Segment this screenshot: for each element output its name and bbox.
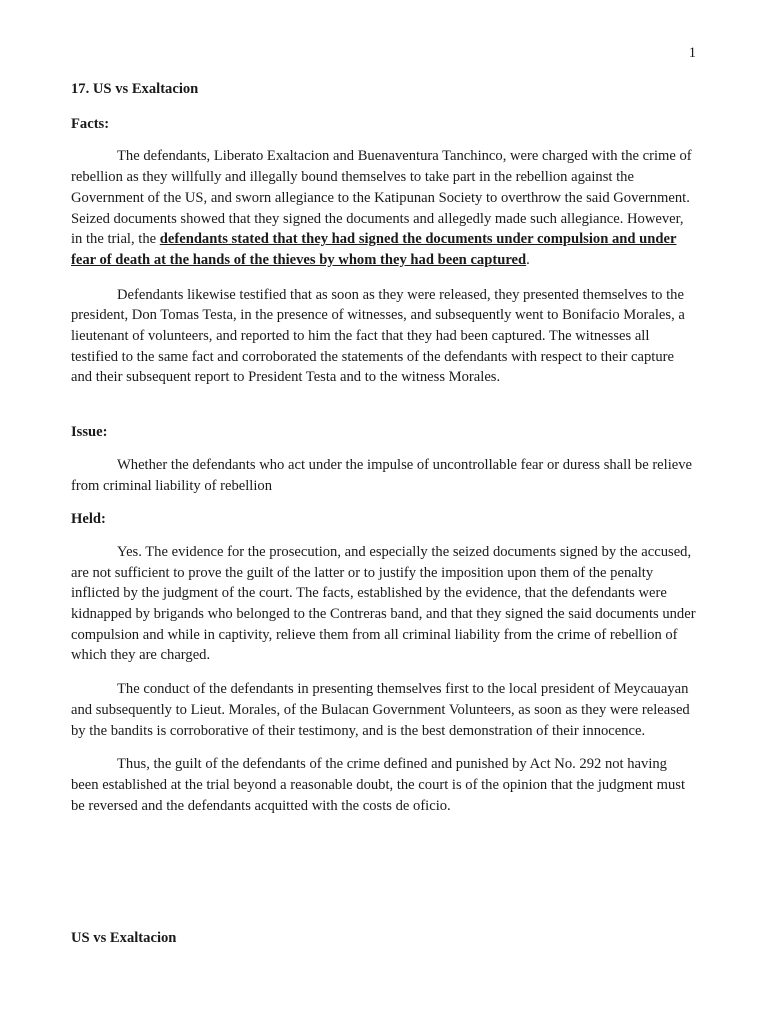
case-title: 17. US vs Exaltacion <box>71 81 199 97</box>
facts-text: The defendants, Liberato Exaltacion and Buenaventura Tanchinco, were charged with the crime of rebellion as they willfully and illegally bound themselves to take part in the rebellion against the Government of the US, and sworn allegiance to the Katipunan Society to overthrow the said Government. Seized documents showed that they signed the documents and allegedly made such allegiance. However, in the trial, the <box>71 148 692 248</box>
facts-emphasis: defendants stated that they had signed the documents under compulsion and under fear of death at the hands of the thieves by whom they had been captured <box>71 231 677 268</box>
facts-heading: Facts: <box>71 115 110 132</box>
facts-text-end: . <box>526 251 530 268</box>
page-number: 1 <box>688 45 696 61</box>
facts-paragraph-2: Defendants likewise testified that as soon as they were released, they presented themselves to the president, Don Tomas Testa, in the presence of witnesses, and subsequently went to Bonifacio Morales, a lieutenant of volunteers, and reported to him the fact that they had been captured. The witnesses all testified to the same fact and corroborated the statements of the defendants with respect to their capture and their subsequent report to President Testa and to the witness Morales. <box>71 286 685 386</box>
held-paragraph-2: The conduct of the defendants in presenting themselves first to the local president of Meycauayan and subsequently to Lieut. Morales, of the Bulacan Government Volunteers, as soon as they were released by the bandits is corroborative of their testimony, and is the best demonstration of their innocence. <box>71 681 690 739</box>
document-body <box>71 79 696 816</box>
facts-paragraph-1 <box>71 146 696 270</box>
footer-case-title: US vs Exaltacion <box>71 930 177 946</box>
issue-paragraph: Whether the defendants who act under the impulse of uncontrollable fear or duress shall be relieve from criminal liability of rebellion <box>71 456 693 494</box>
issue-heading: Issue: <box>71 424 108 441</box>
held-paragraph-1: Yes. The evidence for the prosecution, and especially the seized documents signed by the accused, are not sufficient to prove the guilt of the latter or to justify the imposition upon them of the penalty inflicted by the judgment of the court. The facts, established by the evidence, that the defendants were kidnapped by brigands who belonged to the Contreras band, and that they signed the said documents under compulsion and while in captivity, relieve them from all criminal liability from the crime of rebellion of which they are charged. <box>71 543 696 664</box>
held-paragraph-3: Thus, the guilt of the defendants of the crime defined and punished by Act No. 292 not having been established at the trial beyond a reasonable doubt, the court is of the opinion that the judgment must be reversed and the defendants acquitted with the costs de oficio. <box>71 756 685 814</box>
held-heading: Held: <box>71 511 106 528</box>
